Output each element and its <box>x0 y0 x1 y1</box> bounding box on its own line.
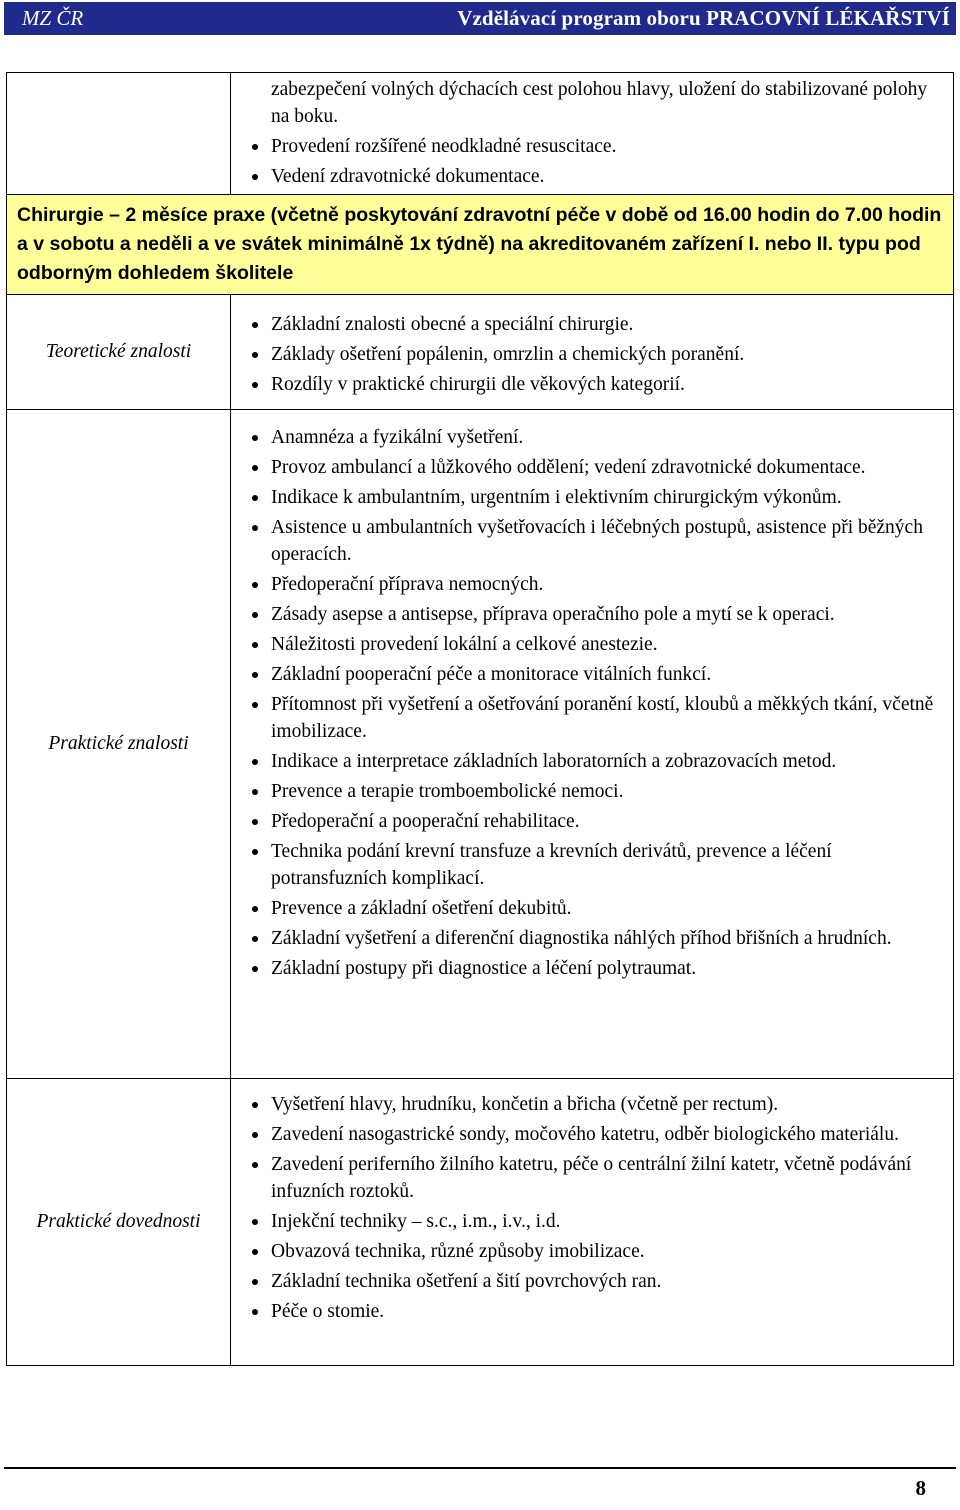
page-number: 8 <box>915 1476 926 1500</box>
list-item: Asistence u ambulantních vyšetřovacích i léčebných postupů, asistence při běžných operacích. <box>247 514 947 568</box>
banner-row <box>7 194 953 294</box>
page-header <box>4 2 956 35</box>
list-item: Přítomnost při vyšetření a ošetřování poranění kostí, kloubů a měkkých tkání, včetně imobilizace. <box>247 691 947 745</box>
list-item: Provedení rozšířené neodkladné resuscitace. <box>247 133 947 160</box>
list-item: Předoperační příprava nemocných. <box>247 571 947 598</box>
list-item: Obvazová technika, různé způsoby imobilizace. <box>247 1238 947 1265</box>
list-item: Zásady asepse a antisepse, příprava operačního pole a mytí se k operaci. <box>247 601 947 628</box>
list-item: Indikace a interpretace základních laboratorních a zobrazovacích metod. <box>247 748 947 775</box>
list-item: Prevence a terapie tromboembolické nemoci. <box>247 778 947 805</box>
list-item: Zavedení periferního žilního katetru, péče o centrální žilní katetr, včetně podávání infuzních roztoků. <box>247 1151 947 1205</box>
list-item: Rozdíly v praktické chirurgii dle věkových kategorií. <box>247 371 947 398</box>
list-item: Indikace k ambulantním, urgentním i elektivním chirurgickým výkonům. <box>247 484 947 511</box>
list-item: Vedení zdravotnické dokumentace. <box>247 163 947 190</box>
list-item: Základní znalosti obecné a speciální chirurgie. <box>247 311 947 338</box>
list-item: Injekční techniky – s.c., i.m., i.v., i.d. <box>247 1208 947 1235</box>
row-label-empty <box>7 73 231 194</box>
list-item: Náležitosti provedení lokální a celkové anestezie. <box>247 631 947 658</box>
list-item: zabezpečení volných dýchacích cest polohou hlavy, uložení do stabilizované polohy na boku. <box>271 79 928 127</box>
row-label: Teoretické znalosti <box>7 295 231 409</box>
list-item: Anamnéza a fyzikální vyšetření. <box>247 424 947 451</box>
header-left: MZ ČR <box>22 6 84 30</box>
list-item: Technika podání krevní transfuze a krevních derivátů, prevence a léčení potransfuzních komplikací. <box>247 838 947 892</box>
table-row-continuation <box>7 73 953 194</box>
list-item: Základní postupy při diagnostice a léčení polytraumat. <box>247 955 947 982</box>
row-label: Praktické dovednosti <box>7 1079 231 1365</box>
table-row-practical-skills <box>7 1078 953 1365</box>
row-content <box>231 1079 953 1365</box>
table-row-practical-knowledge <box>7 409 953 1078</box>
section-banner: Chirurgie – 2 měsíce praxe (včetně poskytování zdravotní péče v době od 16.00 hodin do 7.00 hodin a v sobotu a neděli a ve svátek minimálně 1x týdně) na akreditovaném zařízení I. nebo II. typu pod odborným dohledem školitele <box>7 195 953 294</box>
list-item: Základní vyšetření a diferenční diagnostika náhlých příhod břišních a hrudních. <box>247 925 947 952</box>
list-item: Provoz ambulancí a lůžkového oddělení; vedení zdravotnické dokumentace. <box>247 454 947 481</box>
list-item: Základní pooperační péče a monitorace vitálních funkcí. <box>247 661 947 688</box>
list-item: Předoperační a pooperační rehabilitace. <box>247 808 947 835</box>
row-content <box>231 295 953 409</box>
curriculum-table <box>6 72 954 1366</box>
list-item: Prevence a základní ošetření dekubitů. <box>247 895 947 922</box>
continuation-content <box>231 73 953 194</box>
list-item: Vyšetření hlavy, hrudníku, končetin a břicha (včetně per rectum). <box>247 1091 947 1118</box>
list-item: Zavedení nasogastrické sondy, močového katetru, odběr biologického materiálu. <box>247 1121 947 1148</box>
row-label: Praktické znalosti <box>7 410 231 1078</box>
list-item: Základy ošetření popálenin, omrzlin a chemických poranění. <box>247 341 947 368</box>
row-content <box>231 410 953 1078</box>
table-row-theory <box>7 294 953 409</box>
list-item: Péče o stomie. <box>247 1298 947 1325</box>
list-item: Základní technika ošetření a šití povrchových ran. <box>247 1268 947 1295</box>
footer-divider <box>4 1467 956 1469</box>
header-title: Vzdělávací program oboru PRACOVNÍ LÉKAŘSTVÍ <box>457 6 950 30</box>
